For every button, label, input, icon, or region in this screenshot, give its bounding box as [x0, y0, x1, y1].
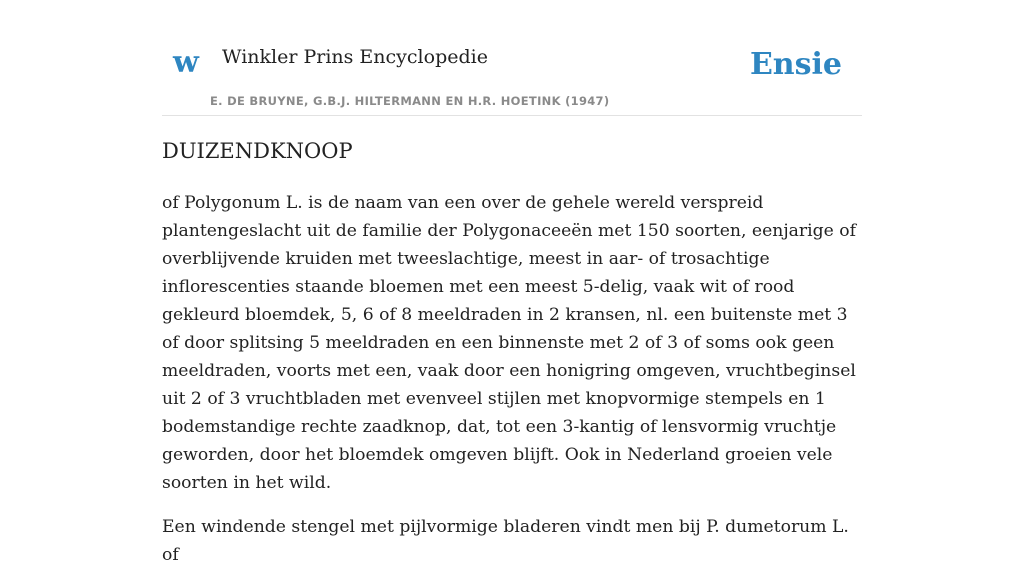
winkler-prins-logo-icon[interactable]: w: [173, 45, 199, 80]
entry-title: DUIZENDKNOOP: [162, 139, 353, 163]
entry-content: [162, 138, 862, 585]
authors-line: E. DE BRUYNE, G.B.J. HILTERMANN EN H.R. HOETINK (1947): [210, 94, 610, 108]
entry-paragraph: Een windende stengel met pijlvormige bladeren vindt men bij P. dumetorum L. of: [162, 517, 849, 566]
entry-paragraph: of Polygonum L. is de naam van een over de gehele wereld verspreid plantengeslacht uit de familie der Polygonaceeën met 150 soorten, eenjarige of overblijvende kruiden met tweeslachtige, meest in aar- of trosachtige inflorescenties staande bloemen met een meest 5-delig, vaak wit of rood gekleurd bloemdek, 5, 6 of 8 meeldraden in 2 kransen, nl. een buitenste met 3 of door splitsing 5 meeldraden en een binnenste met 2 of 3 of soms ook geen meeldraden, voorts met een, vaak door een honigring omgeven, vruchtbeginsel uit 2 of 3 vruchtbladen met evenveel stijlen met knopvormige stempels en 1 bodemstandige rechte zaadknop, dat, tot een 3-kantig of lensvormig vruchtje geworden, door het bloemdek omgeven blijft. Ook in Nederland groeien vele soorten in het wild.: [162, 193, 856, 494]
ensie-logo-link[interactable]: Ensie: [749, 47, 842, 82]
encyclopedia-title[interactable]: Winkler Prins Encyclopedie: [222, 46, 488, 68]
site-header: [162, 0, 862, 116]
